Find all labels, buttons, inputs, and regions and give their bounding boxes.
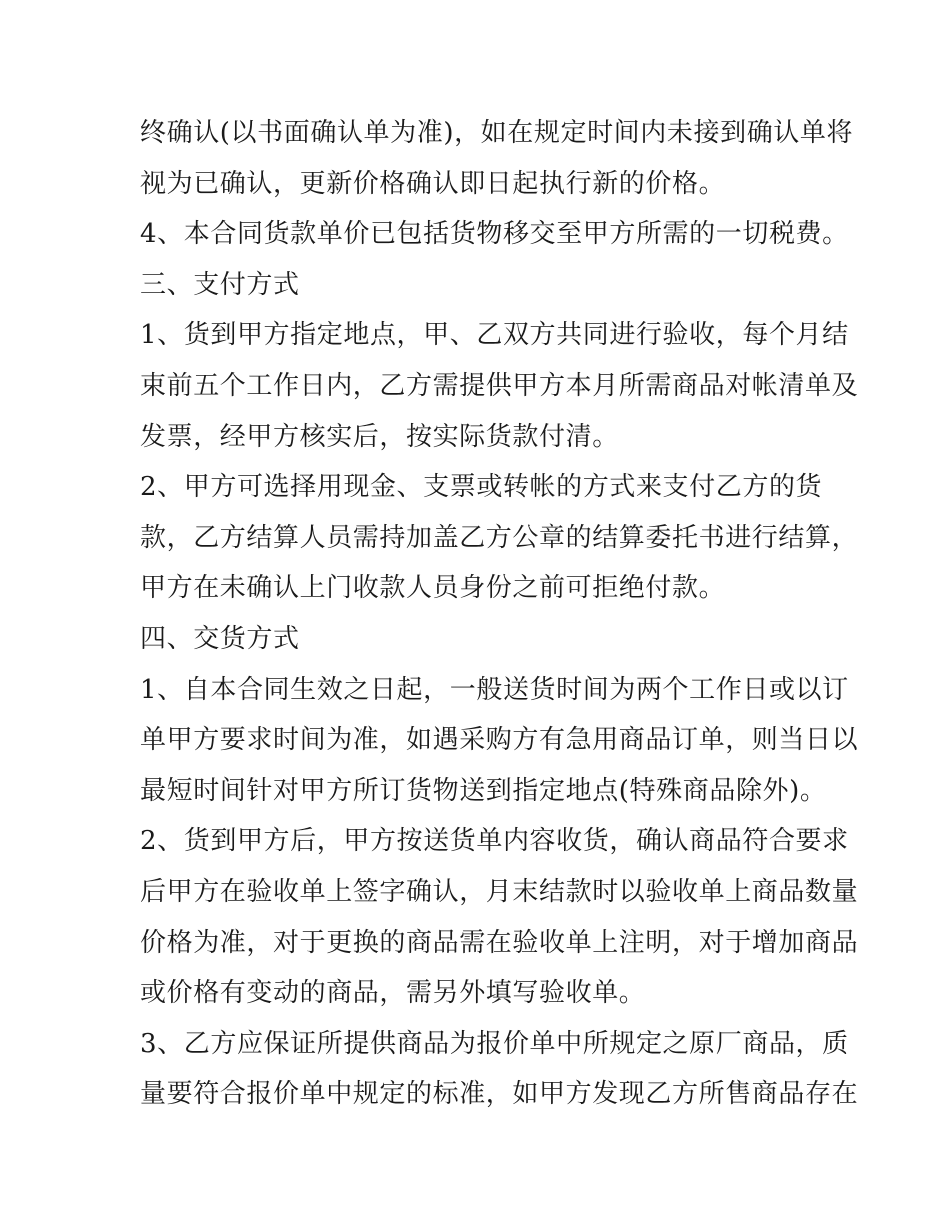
text-line: 4、本合同货款单价已包括货物移交至甲方所需的一切税费。 <box>140 219 849 250</box>
text-line: 束前五个工作日内，乙方需提供甲方本月所需商品对帐清单及 <box>140 370 859 401</box>
text-line: 最短时间针对甲方所订货物送到指定地点(特殊商品除外)。 <box>140 775 827 806</box>
text-line: 发票，经甲方核实后，按实际货款付清。 <box>140 421 619 452</box>
text-line: 终确认(以书面确认单为准)，如在规定时间内未接到确认单将 <box>140 118 854 148</box>
document-body <box>140 108 859 1120</box>
text-line: 款，乙方结算人员需持加盖乙方公章的结算委托书进行结算， <box>140 522 859 553</box>
text-line: 2、货到甲方后，甲方按送货单内容收货，确认商品符合要求 <box>140 826 849 857</box>
text-line: 1、货到甲方指定地点，甲、乙双方共同进行验收，每个月结 <box>140 320 849 351</box>
text-line: 价格为准，对于更换的商品需在验收单上注明，对于增加商品 <box>140 927 859 958</box>
text-line: 1、自本合同生效之日起，一般送货时间为两个工作日或以订 <box>140 674 849 705</box>
text-line: 量要符合报价单中规定的标准，如甲方发现乙方所售商品存在 <box>140 1079 859 1110</box>
text-line: 或价格有变动的商品，需另外填写验收单。 <box>140 978 646 1009</box>
text-line: 2、甲方可选择用现金、支票或转帐的方式来支付乙方的货 <box>140 472 823 503</box>
text-line: 单甲方要求时间为准，如遇采购方有急用商品订单，则当日以 <box>140 725 859 756</box>
section-heading-payment: 三、支付方式 <box>140 269 300 300</box>
text-line: 3、乙方应保证所提供商品为报价单中所规定之原厂商品，质 <box>140 1028 849 1059</box>
text-line: 视为已确认，更新价格确认即日起执行新的价格。 <box>140 168 726 199</box>
section-heading-delivery: 四、交货方式 <box>140 623 300 654</box>
text-line: 后甲方在验收单上签字确认，月末结款时以验收单上商品数量 <box>140 876 859 907</box>
text-line: 甲方在未确认上门收款人员身份之前可拒绝付款。 <box>140 573 726 604</box>
